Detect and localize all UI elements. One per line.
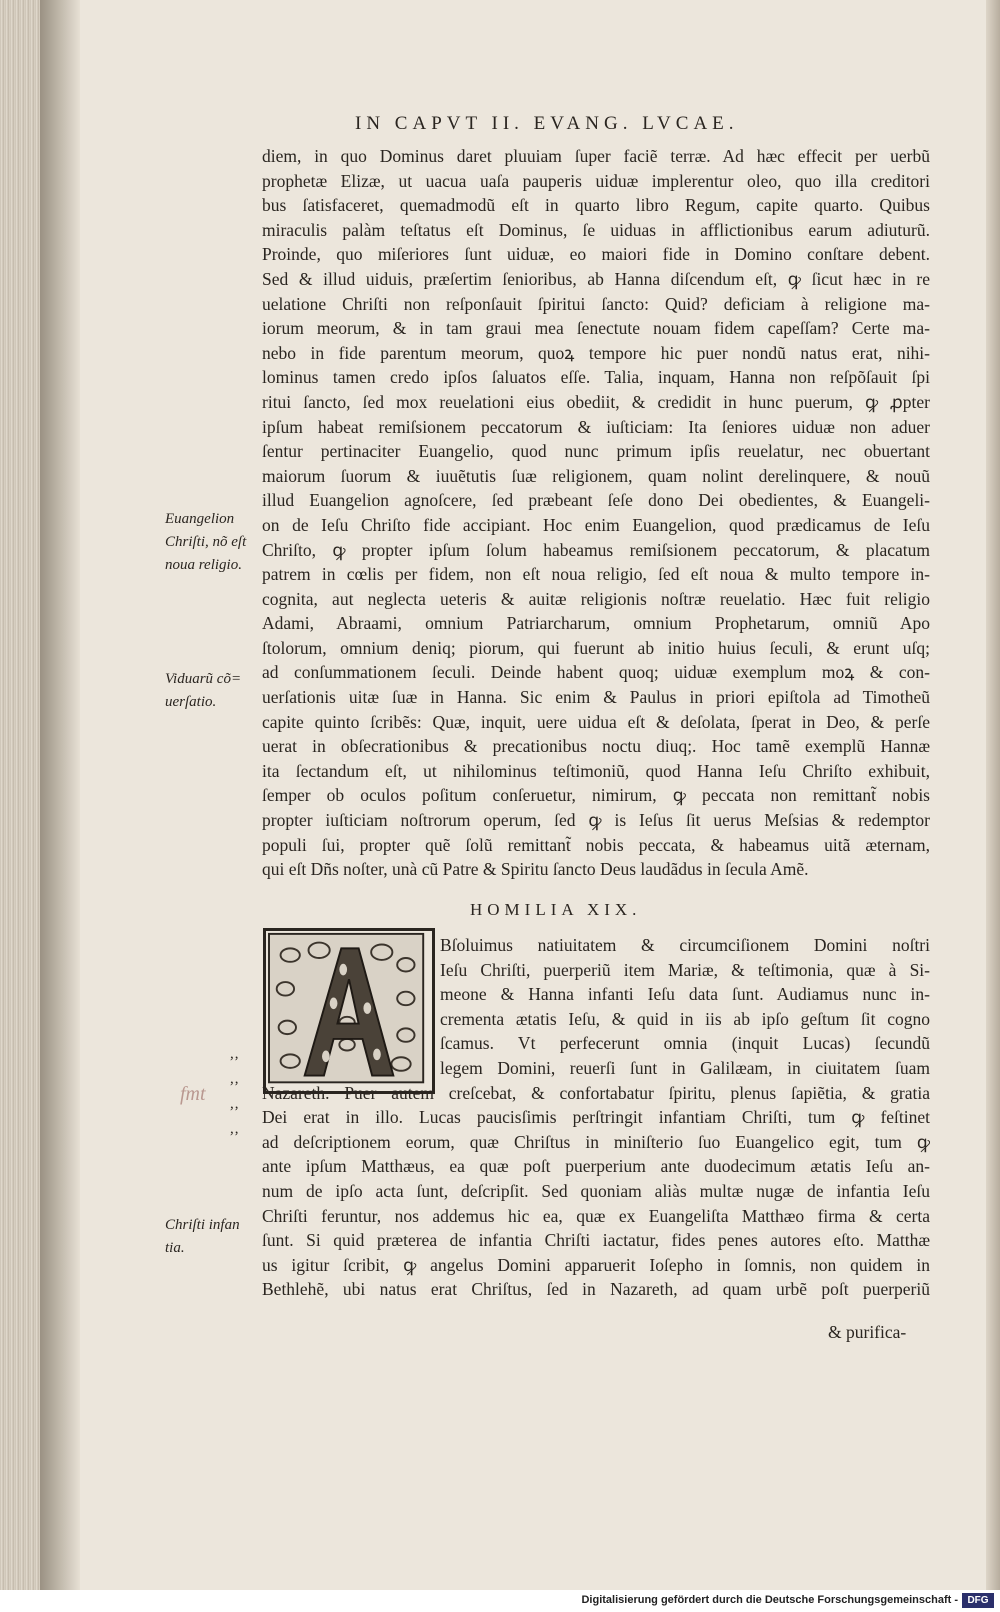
quote-mark: ,, bbox=[230, 1096, 240, 1112]
margin-note-line: uerſatio. bbox=[165, 694, 217, 710]
gutter-shadow bbox=[40, 0, 80, 1590]
text-line: ſunt. Si quid præterea de infantia Chriſti iactatur, fides penes autores eſto. Matthæ bbox=[262, 1230, 930, 1251]
text-line: bus ſatisfaceret, quemadmodũ eſt in quarto libro Regum, capite quarto. Quibus bbox=[262, 195, 930, 216]
text-line: on de Ieſu Chriſto fide accipiant. Hoc enim Euangelion, quod prædicamus de Ieſu bbox=[262, 514, 930, 535]
margin-note-infantia bbox=[165, 1214, 240, 1260]
quote-mark: ,, bbox=[230, 1121, 240, 1137]
dfg-logo-icon: DFG bbox=[962, 1593, 994, 1608]
text-line: prophetæ Elizæ, ut uacua uaſa pauperis uiduæ implerentur oleo, quo illa creditori bbox=[262, 170, 930, 191]
text-line: lominus tamen credo ipſos ſaluatos eſſe. Talia, inquam, Hanna non reſpõſauit ſpi bbox=[262, 367, 930, 388]
margin-note-line: Euangelion bbox=[165, 511, 235, 527]
quote-mark: ,, bbox=[230, 1071, 240, 1087]
text-line: Ieſu Chriſti, puerperiũ item Mariæ, & teſtimonia, quæ à Si- bbox=[440, 959, 930, 980]
funding-credit: Digitalisierung gefördert durch die Deutsche Forschungsgemeinschaft - bbox=[581, 1594, 958, 1606]
text-line: uelatione Chriſti non reſponſauit ſpiritui ſancto: Quid? deficiam à religione ma- bbox=[262, 293, 930, 314]
text-line: uerat in obſecrationibus & precationibus noctu diuq;. Hoc tamẽ exemplũ Hannæ bbox=[262, 736, 930, 757]
text-line: propter iuſticiam noſtrorum operum, ſed ꝙ is Ieſus ſit uerus Meſsias & redemptor bbox=[262, 810, 930, 831]
text-line: Sed & illud uiduis, præſertim ſenioribus, ab Hanna diſcendum eſt, ꝙ ſicut hæc in re bbox=[262, 268, 930, 289]
text-line: uerſationis uitæ ſuæ in Hanna. Sic enim & Paulus in priori epiſtola ad Timotheũ bbox=[262, 687, 930, 708]
margin-note-viduarum bbox=[165, 668, 241, 714]
text-line: iorum meorum, & in tam graui mea ſenectute nouam fidem capeſſam? Certe ma- bbox=[262, 318, 930, 339]
text-line: Chriſto, ꝙ propter ipſum ſolum habeamus remiſsionem peccatorum, & placatum bbox=[262, 539, 930, 560]
homily-heading: HOMILIA XIX. bbox=[470, 900, 642, 919]
text-line: ſtolorum, omnium deniq; piorum, qui fuerunt ab initio huius ſeculi, & erunt uſq; bbox=[262, 637, 930, 658]
text-line: Bſoluimus natiuitatem & circumciſionem Domini noſtri bbox=[440, 935, 930, 955]
text-line: Dei erat in illo. Lucas paucisſimis perſtringit infantiam Chriſti, tum ꝙ feſtinet bbox=[262, 1107, 930, 1128]
text-line: qui eſt Dñs noſter, unà cũ Patre & Spiritu ſancto Deus laudãdus in ſecula Amẽ. bbox=[262, 859, 809, 880]
running-head: IN CAPVT II. EVANG. LVCAE. bbox=[355, 113, 739, 134]
text-line: nebo in fide parentum meorum, quoꝝ tempore hic puer nondũ natus erat, nihi- bbox=[262, 342, 930, 363]
text-line: cognita, aut neglecta ueteris & auitæ religionis noſtræ reuelatio. Hæc fuit religio bbox=[262, 588, 930, 609]
digitization-footer bbox=[0, 1590, 1000, 1612]
handwritten-ink-note: fmt bbox=[180, 1083, 206, 1105]
text-line: ſemper ob oculos poſitum conſeruetur, nimirum, ꝙ peccata non remittant̃ nobis bbox=[262, 785, 930, 806]
text-line: num de ipſo acta ſunt, deſcripſit. Sed quoniam aliàs multæ nugæ de infantia Ieſu bbox=[262, 1180, 930, 1201]
margin-note-line: Chriſti, nõ eſt bbox=[165, 534, 247, 550]
text-line: ante ipſum Matthæus, ea quæ poſt puerperium ante duodecimum ætatis Ieſu an- bbox=[262, 1156, 930, 1177]
text-line: Adami, Abraami, omnium Patriarcharum, omnium Prophetarum, omniũ Apo bbox=[262, 613, 930, 634]
text-line: ſentur pertinaciter Euangelio, quod nunc primum ipſis reuelatur, nec obuertant bbox=[262, 441, 930, 462]
text-line: us igitur ſcribit, ꝙ angelus Domini apparuerit Ioſepho in ſomnis, non quidem in bbox=[262, 1254, 930, 1275]
text-line: capite quinto ſcribẽs: Quæ, inquit, uere uidua eſt & deſolata, ſperat in Deo, & perſe bbox=[262, 711, 930, 732]
text-line: meone & Hanna infanti Ieſu data ſunt. Audiamus nunc in- bbox=[440, 984, 930, 1005]
text-line: ritui ſancto, ſed mox reuelationi eius obediit, & credidit in hunc puerum, ꝙ ꝓpter bbox=[262, 391, 930, 412]
text-line: populi ſui, propter quẽ ſolũ remittant̃ nobis peccata, & habeamus uitã æternam, bbox=[262, 834, 930, 855]
text-line: ſcamus. Vt perfecerunt omnia (inquit Lucas) ſecundũ bbox=[440, 1033, 930, 1054]
margin-note-euangelion bbox=[165, 508, 246, 577]
quote-mark: ,, bbox=[230, 1046, 240, 1062]
text-line: Bethlehẽ, ubi natus erat Chriſtus, ſed in Nazareth, ad quam urbẽ poſt puerperiũ bbox=[262, 1279, 930, 1300]
text-line: maiorum ſuorum & iuuẽtutis ſuæ religionem, quam nolint derelinquere, & nouũ bbox=[262, 465, 930, 486]
margin-note-line: noua religio. bbox=[165, 557, 242, 573]
text-line: Chriſti feruntur, nos addemus hic ea, quæ ex Euangeliſta Matthæo firma & certa bbox=[262, 1205, 930, 1226]
margin-note-line: tia. bbox=[165, 1240, 185, 1256]
catchword: & purifica- bbox=[828, 1322, 907, 1342]
text-line: miraculis palàm teſtatus eſt Dominus, ſe uiduas in afflictionibus earum adiuturũ. bbox=[262, 219, 930, 240]
homily-text-block bbox=[262, 933, 930, 1302]
text-line: ipſum habeat remiſsionem peccatorum & iuſticiam: Ita ſeniores uiduæ non aduer bbox=[262, 416, 930, 437]
text-line: crementa ætatis Ieſu, & quid in iis ab ipſo geſtum ſit cogno bbox=[440, 1008, 930, 1029]
text-line: diem, in quo Dominus daret pluuiam ſuper faciẽ terræ. Ad hæc effecit per uerbũ bbox=[262, 146, 930, 166]
margin-note-line: Chriſti infan bbox=[165, 1217, 240, 1233]
text-line: legem Domini, reuerſi ſunt in Galilæam, in ciuitatem ſuam bbox=[440, 1057, 930, 1078]
text-line: ad deſcriptionem eorum, quæ Chriſtus in miniſterio ſuo Euangelico egit, tum ꝙ bbox=[262, 1131, 930, 1152]
text-line: ad conſummationem ſeculi. Deinde habent quoq; uiduæ exemplum moꝝ & con- bbox=[262, 662, 930, 683]
text-line: Nazareth. Puer autem creſcebat, & confortabatur ſpiritu, plenus ſapiẽtia, & gratia bbox=[262, 1082, 930, 1103]
main-text-block bbox=[262, 144, 930, 882]
text-line: patrem in cœlis per fidem, non eſt noua religio, ſed eſt noua & multo tempore in- bbox=[262, 564, 930, 585]
stacked-page-edges bbox=[0, 0, 40, 1590]
right-page-edge bbox=[986, 0, 1000, 1590]
text-line: ita ſectandum eſt, ut nihilominus teſtimoniũ, quod Hanna Ieſu Chriſto exhibuit, bbox=[262, 760, 930, 781]
margin-note-line: Viduarũ cõ= bbox=[165, 671, 242, 687]
text-line: Proinde, quo miſeriores ſunt uiduæ, eo maiori fide in Domino conſtare debent. bbox=[262, 244, 930, 265]
text-line: illud Euangelion agnoſcere, ſed præbeant ſeſe dono Dei obedientes, & Euangeli- bbox=[262, 490, 930, 511]
